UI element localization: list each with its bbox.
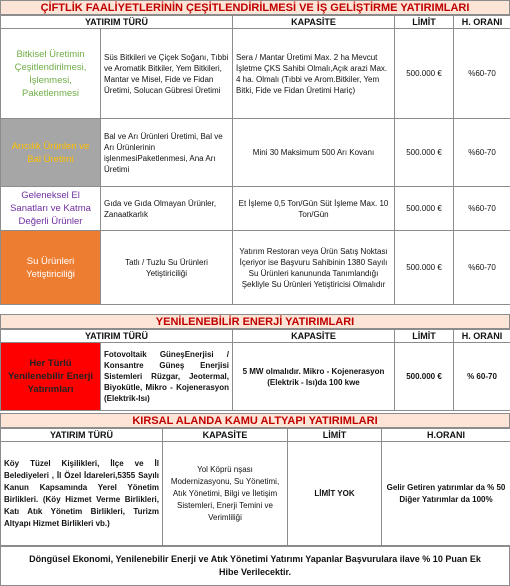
- table-row: [1, 343, 510, 411]
- limit-cell: 500.000 €: [395, 343, 454, 411]
- category-local-government: Köy Tüzel Kişilikleri, İlçe ve İl Belediyeleri , İl Özel İdareleri,5355 Sayılı Kanun Kapsamında Yerel Yönetim Birlikleri. (Köy Hizmet Verme Birlikleri, Katı Atık Yönetim Birlikleri, Turizm Altyapı Hizmet Birlikleri vb.): [1, 442, 163, 546]
- header-grant-rate: H. ORANI: [454, 16, 510, 29]
- products-cell: Gıda ve Gıda Olmayan Ürünler, Zanaatkarlık: [101, 187, 233, 231]
- rural-infrastructure-table: [0, 428, 510, 546]
- rate-cell: %60-70: [454, 231, 510, 305]
- table-row: [1, 442, 510, 546]
- header-limit: LİMİT: [395, 330, 454, 343]
- section-farm-diversification-title: ÇİFTLİK FAALİYETLERİNİN ÇEŞİTLENDİRİLMESİ VE İŞ GELİŞTİRME YATIRIMLARI: [0, 0, 510, 15]
- section-renewable-energy-title: YENİLENEBİLİR ENERJİ YATIRIMLARI: [0, 314, 510, 329]
- table-row: [1, 29, 510, 119]
- farm-diversification-table: [0, 15, 510, 305]
- capacity-cell: Et İşleme 0,5 Ton/Gün Süt İşleme Max. 10 Ton/Gün: [233, 187, 395, 231]
- limit-cell: 500.000 €: [395, 119, 454, 187]
- header-capacity: KAPASİTE: [233, 330, 395, 343]
- rate-cell: % 60-70: [454, 343, 510, 411]
- table-header-row: [1, 16, 510, 29]
- products-cell: Süs Bitkileri ve Çiçek Soğanı, Tıbbi ve Aromatik Bitkiler, Yem Bitkileri, Mantar ve Misel, Fide ve Fidan Üretimi, Solucan Gübresi Üretimi: [101, 29, 233, 119]
- header-investment-type: YATIRIM TÜRÜ: [1, 429, 163, 442]
- table-row: [1, 231, 510, 305]
- header-capacity: KAPASİTE: [163, 429, 288, 442]
- footer-note: Döngüsel Ekonomi, Yenilenebilir Enerji ve Atık Yönetimi Yatırımı Yapanlar Başvurulara ilave % 10 Puan Ek Hibe Verilecektir.: [0, 546, 510, 586]
- section-rural-infrastructure-title: KIRSAL ALANDA KAMU ALTYAPI YATIRIMLARI: [0, 413, 510, 428]
- capacity-cell: Yol Köprü nşası Modernizasyonu, Su Yönetimi, Atık Yönetimi, Bilgi ve İletişim Sistemleri, Enerji Temini ve Verimliliği: [163, 442, 288, 546]
- capacity-cell: Sera / Mantar Üretimi Max. 2 ha Mevcut İşletme ÇKS Sahibi Olmalı,Açık arazi Max. 4 ha. Olmalı (Tıbbi ve Arom.Bitkiler, Yem Bitki, Fide ve Fidan Üretimi Hariç): [233, 29, 395, 119]
- category-plant-production: [1, 29, 101, 119]
- header-grant-rate: H. ORANI: [454, 330, 510, 343]
- products-cell: Tatlı / Tuzlu Su Ürünleri Yetiştiriciliği: [101, 231, 233, 305]
- products-cell: Fotovoltaik GüneşEnerjisi / Konsantre Güneş Enerjisi Sistemleri Rüzgar, Jeotermal, Biyokütle, Mikro - Kojenerasyon (Elektrik-Isı): [101, 343, 233, 411]
- header-investment-type: YATIRIM TÜRÜ: [1, 330, 233, 343]
- header-capacity: KAPASİTE: [233, 16, 395, 29]
- header-limit: LİMİT: [395, 16, 454, 29]
- limit-cell: LİMİT YOK: [288, 442, 382, 546]
- table-header-row: [1, 330, 510, 343]
- category-beekeeping: Arıcılık Ürünleri ve Bal Üretimi: [1, 119, 101, 187]
- table-header-row: [1, 429, 510, 442]
- header-limit: LİMİT: [288, 429, 382, 442]
- capacity-cell: 5 MW olmalıdır. Mikro - Kojenerasyon (Elektrik - Isı)da 100 kwe: [233, 343, 395, 411]
- category-renewable-energy: Her Türlü Yenilenebilir Enerji Yatırımları: [1, 343, 101, 411]
- capacity-cell: Mini 30 Maksimum 500 Arı Kovanı: [233, 119, 395, 187]
- table-row: [1, 119, 510, 187]
- limit-cell: 500.000 €: [395, 187, 454, 231]
- rate-cell: Gelir Getiren yatırımlar da % 50 Diğer Yatırımlar da 100%: [382, 442, 510, 546]
- category-aquaculture: Su Ürünleri Yetiştiriciliği: [1, 231, 101, 305]
- limit-cell: 500.000 €: [395, 231, 454, 305]
- products-cell: Bal ve Arı Ürünleri Üretimi, Bal ve Arı Ürünlerinin işlenmesiPaketlenmesi, Ana Arı Üretimi: [101, 119, 233, 187]
- header-grant-rate: H.ORANI: [382, 429, 510, 442]
- category-handicrafts: Geleneksel El Sanatları ve Katma Değerli Ürünler: [1, 187, 101, 231]
- renewable-energy-table: [0, 329, 510, 411]
- rate-cell: %60-70: [454, 187, 510, 231]
- limit-cell: 500.000 €: [395, 29, 454, 119]
- table-row: [1, 187, 510, 231]
- rate-cell: %60-70: [454, 119, 510, 187]
- header-investment-type: YATIRIM TÜRÜ: [1, 16, 233, 29]
- rate-cell: %60-70: [454, 29, 510, 119]
- category-label: Bitkisel Üretimin Çeşitlendirilmesi, İşlenmesi, Paketlenmesi: [5, 48, 96, 100]
- capacity-cell: Yatırım Restoran veya Ürün Satış Noktası İçeriyor ise Başvuru Sahibinin 1380 Sayılı Su Ürünleri kanununda Tanımlandığı Şekliyle Su Ürünleri Yetiştiricisi Olmalıdır: [233, 231, 395, 305]
